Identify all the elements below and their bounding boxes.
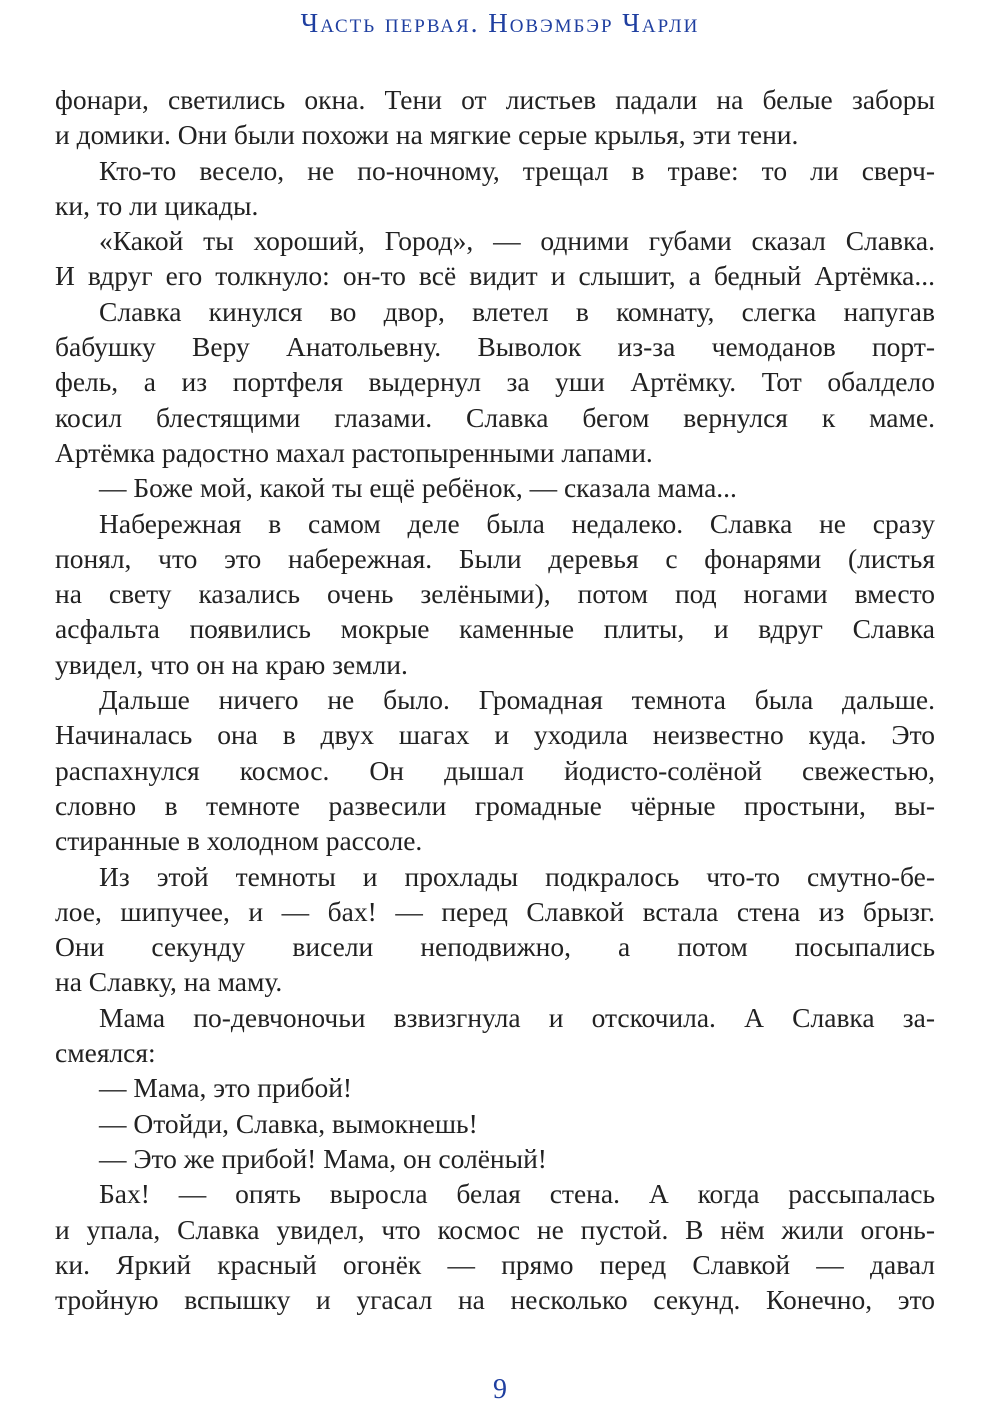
text-line: понял, что это набережная. Были деревья с фонарями (листья bbox=[55, 542, 935, 574]
text-line: лое, шипучее, и — бах! — перед Славкой встала стена из брызг. bbox=[55, 895, 935, 927]
text-line: ки, то ли цикады. bbox=[55, 189, 259, 221]
text-line: Славка кинулся во двор, влетел в комнату, слегка напугав bbox=[99, 295, 935, 327]
text-line: словно в темноте развесили громадные чёрные простыни, вы- bbox=[55, 789, 935, 821]
text-line: И вдруг его толкнуло: он-то всё видит и слышит, а бедный Артёмка... bbox=[55, 260, 935, 292]
text-line: фель, а из портфеля выдернул за уши Артёмку. Тот обалдело bbox=[55, 366, 935, 398]
text-line: Артёмка радостно махал растопыренными лапами. bbox=[55, 436, 653, 468]
text-line: увидел, что он на краю земли. bbox=[55, 648, 408, 680]
running-header: Часть первая. Новэмбэр Чарли bbox=[300, 8, 700, 38]
text-line: — Боже мой, какой ты ещё ребёнок, — сказала мама... bbox=[99, 472, 737, 504]
text-line: Из этой темноты и прохлады подкралось что-то смутно-бе- bbox=[99, 860, 935, 892]
text-line: смеялся: bbox=[55, 1037, 156, 1069]
page-number: 9 bbox=[493, 1374, 507, 1405]
body-text bbox=[55, 82, 935, 1317]
text-line: тройную вспышку и угасал на несколько секунд. Конечно, это bbox=[55, 1284, 935, 1316]
text-line: Кто-то весело, не по-ночному, трещал в траве: то ли сверч- bbox=[99, 154, 935, 186]
text-line: распахнулся космос. Он дышал йодисто-солёной свежестью, bbox=[55, 754, 935, 786]
text-line: Дальше ничего не было. Громадная темнота была дальше. bbox=[99, 684, 935, 716]
text-line: Бах! — опять выросла белая стена. А когда рассыпалась bbox=[99, 1178, 935, 1210]
text-line: и домики. Они были похожи на мягкие серые крылья, эти тени. bbox=[55, 119, 799, 151]
text-line: бабушку Веру Анатольевну. Выволок из-за чемоданов порт- bbox=[55, 331, 935, 363]
text-line: и упала, Славка увидел, что космос не пустой. В нём жили огонь- bbox=[55, 1213, 935, 1245]
text-line: Мама по-девчоночьи взвизгнула и отскочила. А Славка за- bbox=[99, 1001, 935, 1033]
text-line: фонари, светились окна. Тени от листьев падали на белые заборы bbox=[55, 84, 935, 115]
text-line: — Отойди, Славка, вымокнешь! bbox=[99, 1107, 478, 1139]
text-line: на свету казались очень зелёными), потом под ногами вместо bbox=[55, 578, 935, 610]
text-line: Набережная в самом деле была недалеко. Славка не сразу bbox=[99, 507, 935, 539]
text-line: Начиналась она в двух шагах и уходила неизвестно куда. Это bbox=[55, 719, 935, 751]
text-line: асфальта появились мокрые каменные плиты, и вдруг Славка bbox=[55, 613, 935, 645]
text-line: стиранные в холодном рассоле. bbox=[55, 825, 423, 857]
text-line: «Какой ты хороший, Город», — одними губами сказал Славка. bbox=[99, 225, 935, 257]
text-line: косил блестящими глазами. Славка бегом вернулся к маме. bbox=[55, 401, 935, 433]
text-line: на Славку, на маму. bbox=[55, 966, 283, 998]
text-line: Они секунду висели неподвижно, а потом посыпались bbox=[55, 931, 935, 963]
text-line: ки. Яркий красный огонёк — прямо перед Славкой — давал bbox=[55, 1248, 935, 1280]
text-line: — Это же прибой! Мама, он солёный! bbox=[99, 1142, 547, 1174]
text-line: — Мама, это прибой! bbox=[99, 1072, 353, 1104]
